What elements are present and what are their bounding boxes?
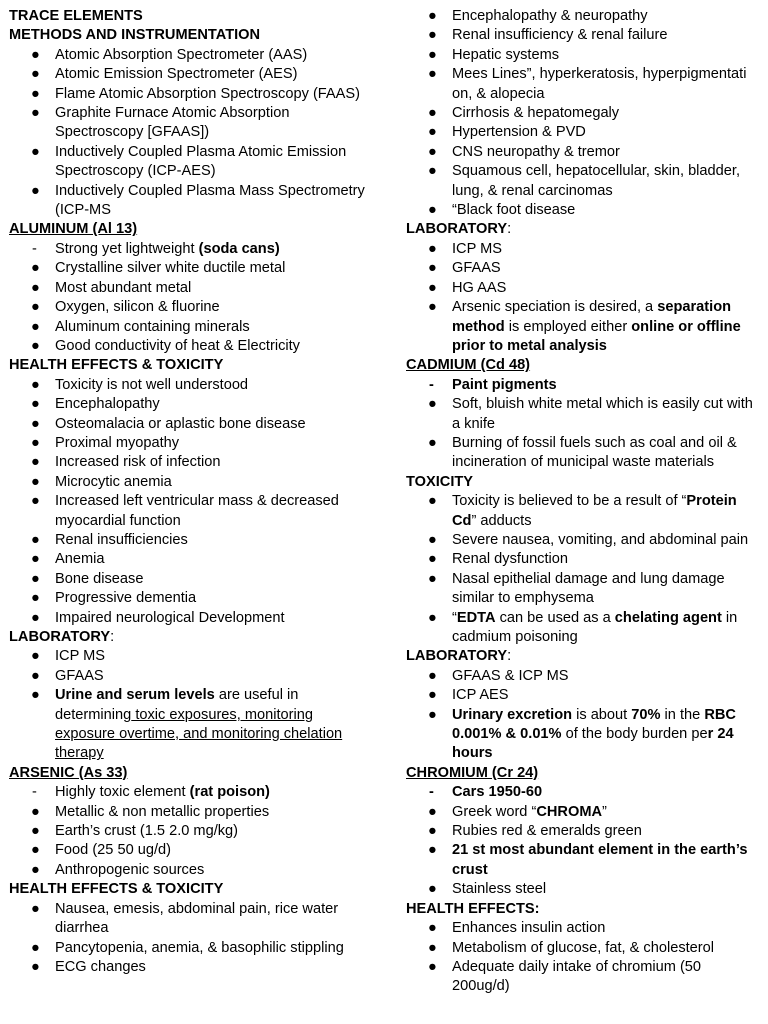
list-item: [406, 104, 762, 123]
heading-suffix: :: [110, 629, 115, 645]
bullet-marker: ●: [31, 299, 40, 316]
list-item: [406, 783, 762, 802]
bullet-marker: ●: [31, 260, 40, 277]
item-text: “: [452, 609, 457, 626]
bullet-marker: ●: [428, 842, 437, 859]
bullet-marker: ●: [428, 279, 437, 296]
bullet-marker: ●: [428, 163, 437, 180]
bullet-marker: ●: [428, 240, 437, 257]
heading-text: METHODS AND INSTRUMENTATION: [9, 27, 261, 44]
item-text: Severe nausea, vomiting, and abdominal pain: [452, 531, 749, 548]
item-text: 70%: [631, 706, 661, 723]
list-item: [406, 958, 762, 997]
bullet-list: [406, 376, 762, 473]
list-item: [406, 609, 762, 648]
bullet-marker: ●: [428, 434, 437, 451]
section-heading: [9, 356, 369, 375]
list-item: [406, 803, 762, 822]
bullet-marker: ●: [31, 105, 40, 122]
bullet-list: [9, 46, 369, 221]
list-item: [9, 104, 369, 143]
bullet-marker: ●: [31, 376, 40, 393]
dash-marker: -: [32, 784, 37, 801]
item-text: (rat poison): [189, 784, 270, 801]
list-item: [9, 182, 369, 221]
item-text: Graphite Furnace Atomic Absorption Spectroscopy [GFAAS]): [55, 105, 290, 141]
item-text: Rubies red & emeralds green: [452, 823, 642, 840]
list-item: [9, 240, 369, 259]
bullet-marker: ●: [428, 8, 437, 24]
item-text: Cars 1950-60: [452, 784, 543, 801]
item-text: r 24 hours: [452, 726, 734, 762]
bullet-marker: ●: [31, 434, 40, 451]
bullet-list: [406, 492, 762, 647]
item-text: Greek word “: [452, 803, 537, 820]
bullet-marker: ●: [31, 493, 40, 510]
bullet-marker: ●: [31, 66, 40, 83]
list-item: [406, 123, 762, 142]
bullet-marker: ●: [428, 570, 437, 587]
item-text: Burning of fossil fuels such as coal and oil & incineration of municipal waste materials: [452, 434, 737, 471]
list-item: [9, 667, 369, 686]
item-text: Encephalopathy & neuropathy: [452, 8, 648, 24]
bullet-marker: ●: [428, 881, 437, 898]
heading-text: ARSENIC (As 33): [9, 764, 128, 781]
list-item: [406, 376, 762, 395]
list-item: [9, 803, 369, 822]
item-text: in cadmium poisoning: [452, 609, 738, 645]
list-item: [9, 318, 369, 337]
bullet-marker: ●: [31, 415, 40, 432]
bullet-marker: ●: [428, 124, 437, 141]
heading-text: HEALTH EFFECTS & TOXICITY: [9, 881, 224, 898]
item-text: Urine and serum levels: [55, 687, 215, 704]
item-text: Renal insufficiencies: [55, 531, 188, 548]
bullet-marker: ●: [31, 143, 40, 160]
list-item: [9, 492, 369, 531]
bullet-marker: ●: [428, 958, 437, 975]
list-item: [9, 337, 369, 356]
item-text: separation method: [452, 299, 732, 335]
list-item: [406, 395, 762, 434]
bullet-marker: ●: [31, 531, 40, 548]
bullet-marker: ●: [428, 803, 437, 820]
item-text: GFAAS & ICP MS: [452, 667, 569, 684]
list-item: [406, 201, 762, 220]
dash-marker: -: [429, 784, 434, 801]
item-text: chelating agent: [614, 609, 722, 626]
bullet-marker: ●: [428, 609, 437, 626]
bullet-marker: ●: [31, 958, 40, 975]
item-text: 21 st most abundant element in the earth’s crust: [452, 842, 748, 878]
bullet-marker: ●: [31, 823, 40, 840]
list-item: [406, 919, 762, 938]
heading-suffix: :: [507, 648, 512, 665]
list-item: [9, 395, 369, 414]
list-item: [9, 143, 369, 182]
bullet-marker: ●: [428, 66, 437, 83]
item-text: Cirrhosis & hepatomegaly: [452, 105, 620, 122]
item-text: Renal insufficiency & renal failure: [452, 27, 668, 44]
heading-text: CHROMIUM (Cr 24): [406, 764, 539, 781]
list-item: [9, 647, 369, 666]
bullet-marker: ●: [31, 803, 40, 820]
item-text: of the body burden pe: [561, 726, 708, 743]
list-item: [406, 46, 762, 65]
section-heading: [9, 7, 369, 26]
item-text: (soda cans): [198, 240, 280, 257]
list-item: [406, 841, 762, 880]
bullet-list: [9, 240, 369, 356]
section-heading: [9, 26, 369, 45]
item-text: Most abundant metal: [55, 279, 192, 296]
bullet-marker: ●: [428, 143, 437, 160]
bullet-marker: ●: [31, 46, 40, 63]
list-item: [406, 880, 762, 899]
list-item: [406, 143, 762, 162]
item-text: RBC 0.001% & 0.01%: [452, 706, 736, 743]
bullet-marker: ●: [428, 202, 437, 219]
list-item: [406, 550, 762, 569]
list-item: [9, 434, 369, 453]
item-text: Arsenic speciation is desired, a: [452, 299, 658, 316]
item-text: Squamous cell, hepatocellular, skin, bladder, lung, & renal carcinomas: [452, 163, 740, 199]
list-item: [9, 841, 369, 860]
bullet-marker: ●: [428, 46, 437, 63]
list-item: [9, 958, 369, 977]
item-text: Good conductivity of heat & Electricity: [55, 337, 300, 354]
item-text: Soft, bluish white metal which is easily cut with a knife: [452, 396, 753, 432]
item-text: Enhances insulin action: [452, 920, 606, 937]
list-item: [9, 822, 369, 841]
heading-text: ALUMINUM (Al 13): [9, 221, 138, 238]
heading-suffix: :: [507, 221, 512, 238]
bullet-marker: ●: [31, 279, 40, 296]
bullet-marker: ●: [428, 687, 437, 704]
bullet-marker: ●: [31, 454, 40, 471]
bullet-list: [9, 647, 369, 763]
item-text: Paint pigments: [452, 376, 557, 393]
bullet-marker: ●: [31, 861, 40, 878]
list-item: [9, 686, 369, 764]
list-item: [9, 85, 369, 104]
list-item: [9, 453, 369, 472]
bullet-marker: ●: [31, 473, 40, 490]
item-text: is about: [572, 706, 632, 723]
list-item: [406, 65, 762, 104]
list-item: [9, 531, 369, 550]
section-heading: [9, 220, 369, 239]
item-text: Impaired neurological Development: [55, 609, 285, 626]
bullet-marker: ●: [31, 648, 40, 665]
item-text: ICP MS: [452, 240, 503, 257]
bullet-marker: ●: [31, 570, 40, 587]
item-text: Oxygen, silicon & fluorine: [55, 299, 220, 316]
list-item: [9, 609, 369, 628]
bullet-marker: ●: [428, 27, 437, 44]
item-text: Inductively Coupled Plasma Atomic Emission Spectroscopy (ICP-AES): [55, 143, 347, 180]
section-heading: [9, 628, 369, 647]
item-text: Atomic Absorption Spectrometer (AAS): [55, 46, 308, 63]
item-text: HG AAS: [452, 279, 507, 296]
bullet-marker: ●: [31, 842, 40, 859]
list-item: [406, 686, 762, 705]
item-text: Bone disease: [55, 570, 144, 587]
item-text: GFAAS: [55, 667, 104, 684]
item-text: Anthropogenic sources: [55, 861, 205, 878]
section-heading: [406, 220, 762, 239]
list-item: [9, 46, 369, 65]
list-item: [9, 415, 369, 434]
item-text: in the: [660, 706, 705, 723]
item-text: Crystalline silver white ductile metal: [55, 260, 286, 277]
list-item: [406, 667, 762, 686]
bullet-list: [9, 900, 369, 978]
list-item: [406, 26, 762, 45]
item-text: CNS neuropathy & tremor: [452, 143, 620, 160]
item-text: GFAAS: [452, 260, 501, 277]
bullet-marker: ●: [428, 260, 437, 277]
section-heading: [406, 764, 762, 783]
heading-text: LABORATORY: [406, 648, 508, 665]
bullet-marker: ●: [428, 551, 437, 568]
bullet-marker: ●: [31, 551, 40, 568]
bullet-marker: ●: [31, 939, 40, 956]
list-item: [406, 531, 762, 550]
bullet-marker: ●: [428, 939, 437, 956]
list-item: [406, 822, 762, 841]
list-item: [9, 939, 369, 958]
list-item: [406, 939, 762, 958]
list-item: [9, 473, 369, 492]
item-text: Pancytopenia, anemia, & basophilic stippling: [55, 939, 344, 956]
item-text: Stainless steel: [452, 881, 547, 898]
heading-text: CADMIUM (Cd 48): [406, 357, 531, 374]
bullet-marker: ●: [428, 531, 437, 548]
item-text: Nasal epithelial damage and lung damage similar to emphysema: [452, 570, 725, 607]
bullet-marker: ●: [31, 337, 40, 354]
list-item: [406, 706, 762, 764]
item-text: Toxicity is not well understood: [55, 376, 249, 393]
item-text: is employed either: [504, 318, 632, 335]
item-text: toxic exposures, monitoring exposure overtime, and monitoring chelation therapy: [55, 706, 343, 762]
bullet-marker: ●: [31, 182, 40, 199]
item-text: Renal dysfunction: [452, 551, 569, 568]
list-item: [9, 376, 369, 395]
item-text: Anemia: [55, 551, 105, 568]
bullet-marker: ●: [428, 920, 437, 937]
bullet-marker: ●: [31, 687, 40, 704]
heading-text: LABORATORY: [9, 629, 111, 645]
list-item: [9, 550, 369, 569]
bullet-marker: ●: [31, 590, 40, 607]
bullet-marker: ●: [428, 823, 437, 840]
list-item: [406, 434, 762, 473]
item-text: Hypertension & PVD: [452, 124, 586, 141]
left-column: [9, 7, 369, 977]
item-text: ”: [602, 803, 607, 820]
item-text: are useful in determining: [55, 687, 299, 723]
item-text: ECG changes: [55, 958, 146, 975]
list-item: [406, 259, 762, 278]
heading-text: TOXICITY: [406, 473, 474, 490]
heading-text: HEALTH EFFECTS:: [406, 900, 540, 917]
bullet-list: [406, 667, 762, 764]
bullet-marker: ●: [31, 85, 40, 102]
item-text: Flame Atomic Absorption Spectroscopy (FAAS): [55, 85, 360, 102]
item-text: ICP AES: [452, 687, 509, 704]
heading-text: TRACE ELEMENTS: [9, 8, 143, 24]
item-text: Hepatic systems: [452, 46, 560, 63]
item-text: Increased left ventricular mass & decreased myocardial function: [55, 493, 339, 529]
item-text: Highly toxic element: [55, 784, 190, 801]
list-item: [9, 298, 369, 317]
item-text: Proximal myopathy: [55, 434, 180, 451]
list-item: [406, 279, 762, 298]
bullet-list: [406, 919, 762, 997]
list-item: [9, 861, 369, 880]
list-item: [9, 65, 369, 84]
item-text: ICP MS: [55, 648, 106, 665]
item-text: can be used as a: [495, 609, 615, 626]
bullet-marker: ●: [428, 105, 437, 122]
item-text: Nausea, emesis, abdominal pain, rice water diarrhea: [55, 900, 339, 937]
bullet-marker: ●: [31, 667, 40, 684]
right-column: [406, 7, 762, 997]
item-text: Atomic Emission Spectrometer (AES): [55, 66, 298, 83]
item-text: Food (25 50 ug/d): [55, 842, 172, 859]
heading-text: LABORATORY: [406, 221, 508, 238]
list-item: [9, 279, 369, 298]
item-text: Progressive dementia: [55, 590, 197, 607]
item-text: Toxicity is believed to be a result of “: [452, 493, 687, 510]
item-text: Metallic & non metallic properties: [55, 803, 270, 820]
item-text: Earth’s crust (1.5 2.0 mg/kg): [55, 823, 239, 840]
list-item: [406, 240, 762, 259]
item-text: Protein Cd: [452, 493, 737, 529]
bullet-marker: ●: [428, 493, 437, 510]
item-text: Microcytic anemia: [55, 473, 172, 490]
dash-marker: -: [32, 240, 37, 257]
item-text: Strong yet lightweight: [55, 240, 199, 257]
bullet-marker: ●: [31, 900, 40, 917]
item-text: Urinary excretion: [452, 706, 573, 723]
item-text: Aluminum containing minerals: [55, 318, 250, 335]
list-item: [406, 492, 762, 531]
item-text: Inductively Coupled Plasma Mass Spectrometry (ICP-MS: [55, 182, 365, 219]
list-item: [406, 298, 762, 356]
section-heading: [406, 900, 762, 919]
bullet-marker: ●: [31, 318, 40, 335]
section-heading: [406, 473, 762, 492]
list-item: [406, 570, 762, 609]
bullet-list: [9, 783, 369, 880]
item-text: Adequate daily intake of chromium (50 200ug/d): [452, 958, 702, 995]
list-item: [9, 783, 369, 802]
item-text: CHROMA: [536, 803, 603, 820]
item-text: ” adducts: [471, 512, 532, 529]
bullet-marker: ●: [31, 609, 40, 626]
bullet-list: [406, 7, 762, 220]
bullet-list: [9, 376, 369, 628]
bullet-list: [406, 240, 762, 356]
section-heading: [9, 764, 369, 783]
list-item: [406, 7, 762, 26]
item-text: EDTA: [456, 609, 496, 626]
bullet-marker: ●: [428, 299, 437, 316]
item-text: Osteomalacia or aplastic bone disease: [55, 415, 306, 432]
heading-text: HEALTH EFFECTS & TOXICITY: [9, 357, 224, 374]
section-heading: [9, 880, 369, 899]
bullet-marker: ●: [428, 396, 437, 413]
list-item: [9, 900, 369, 939]
item-text: Mees Lines”, hyperkeratosis, hyperpigmentati on, & alopecia: [452, 66, 747, 102]
item-text: “Black foot disease: [452, 202, 576, 219]
item-text: online or offline prior to metal analysis: [452, 318, 741, 354]
item-text: Encephalopathy: [55, 396, 160, 413]
item-text: Metabolism of glucose, fat, & cholesterol: [452, 939, 715, 956]
list-item: [9, 589, 369, 608]
bullet-list: [406, 783, 762, 899]
bullet-marker: ●: [428, 667, 437, 684]
list-item: [9, 570, 369, 589]
item-text: Increased risk of infection: [55, 454, 221, 471]
section-heading: [406, 647, 762, 666]
list-item: [406, 162, 762, 201]
bullet-marker: ●: [428, 706, 437, 723]
dash-marker: -: [429, 376, 434, 393]
list-item: [9, 259, 369, 278]
bullet-marker: ●: [31, 396, 40, 413]
section-heading: [406, 356, 762, 375]
